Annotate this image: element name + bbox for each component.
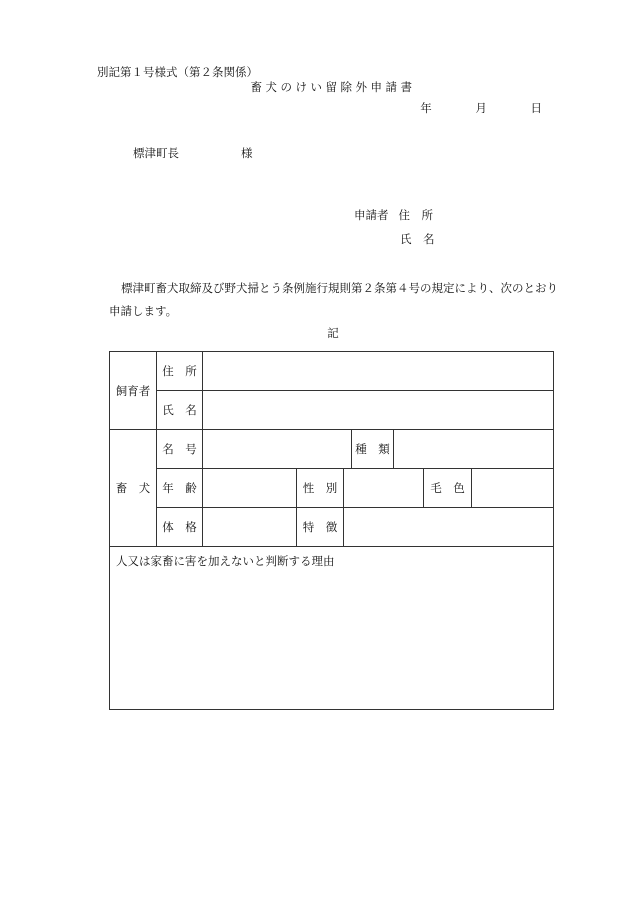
dog-name-row [110, 430, 554, 469]
owner-name-row [110, 391, 554, 430]
reason-cell[interactable] [110, 547, 554, 710]
owner-name-label: 氏 名 [157, 391, 203, 430]
dog-age-row [110, 469, 554, 508]
dog-build-row [110, 508, 554, 547]
applicant-address-line [354, 207, 433, 223]
coat-color-field[interactable] [472, 469, 554, 508]
owner-address-row [110, 352, 554, 391]
addressee-honorific: 様 [241, 146, 253, 160]
age-field[interactable] [203, 469, 297, 508]
addressee-name: 標津町長 [133, 146, 179, 160]
sex-field[interactable] [344, 469, 424, 508]
date-year-label: 年 [420, 101, 432, 115]
date-line [420, 100, 542, 116]
owner-address-label: 住 所 [157, 352, 203, 391]
date-day-label: 日 [530, 101, 542, 115]
breed-label: 種 類 [352, 430, 394, 469]
applicant-address-label: 住 所 [398, 208, 433, 222]
build-field[interactable] [203, 508, 297, 547]
addressee-line [133, 145, 253, 161]
application-table [109, 351, 554, 710]
dog-name-label: 名 号 [157, 430, 203, 469]
sex-label: 性 別 [297, 469, 344, 508]
build-label: 体 格 [157, 508, 203, 547]
document-title: 畜犬のけい留除外申請書 [250, 80, 416, 94]
dog-header-cell: 畜 犬 [110, 430, 157, 547]
body-paragraph: 標津町畜犬取締及び野犬掃とう条例施行規則第２条第４号の規定により、次のとおり申請します。 [109, 281, 558, 318]
reason-row [110, 547, 554, 710]
owner-name-field[interactable] [203, 391, 554, 430]
applicant-label: 申請者 [354, 208, 389, 222]
applicant-name-label: 氏 名 [400, 232, 435, 246]
features-field[interactable] [344, 508, 554, 547]
reason-label: 人又は家畜に害を加えないと判断する理由 [116, 554, 335, 568]
features-label: 特 徴 [297, 508, 344, 547]
date-month-label: 月 [475, 101, 487, 115]
ki-heading: 記 [327, 326, 339, 340]
form-reference: 別記第１号様式（第２条関係） [97, 65, 258, 79]
owner-address-field[interactable] [203, 352, 554, 391]
age-label: 年 齢 [157, 469, 203, 508]
breed-field[interactable] [394, 430, 554, 469]
coat-color-label: 毛 色 [424, 469, 472, 508]
dog-name-field[interactable] [203, 430, 352, 469]
owner-header-cell: 飼育者 [110, 352, 157, 430]
